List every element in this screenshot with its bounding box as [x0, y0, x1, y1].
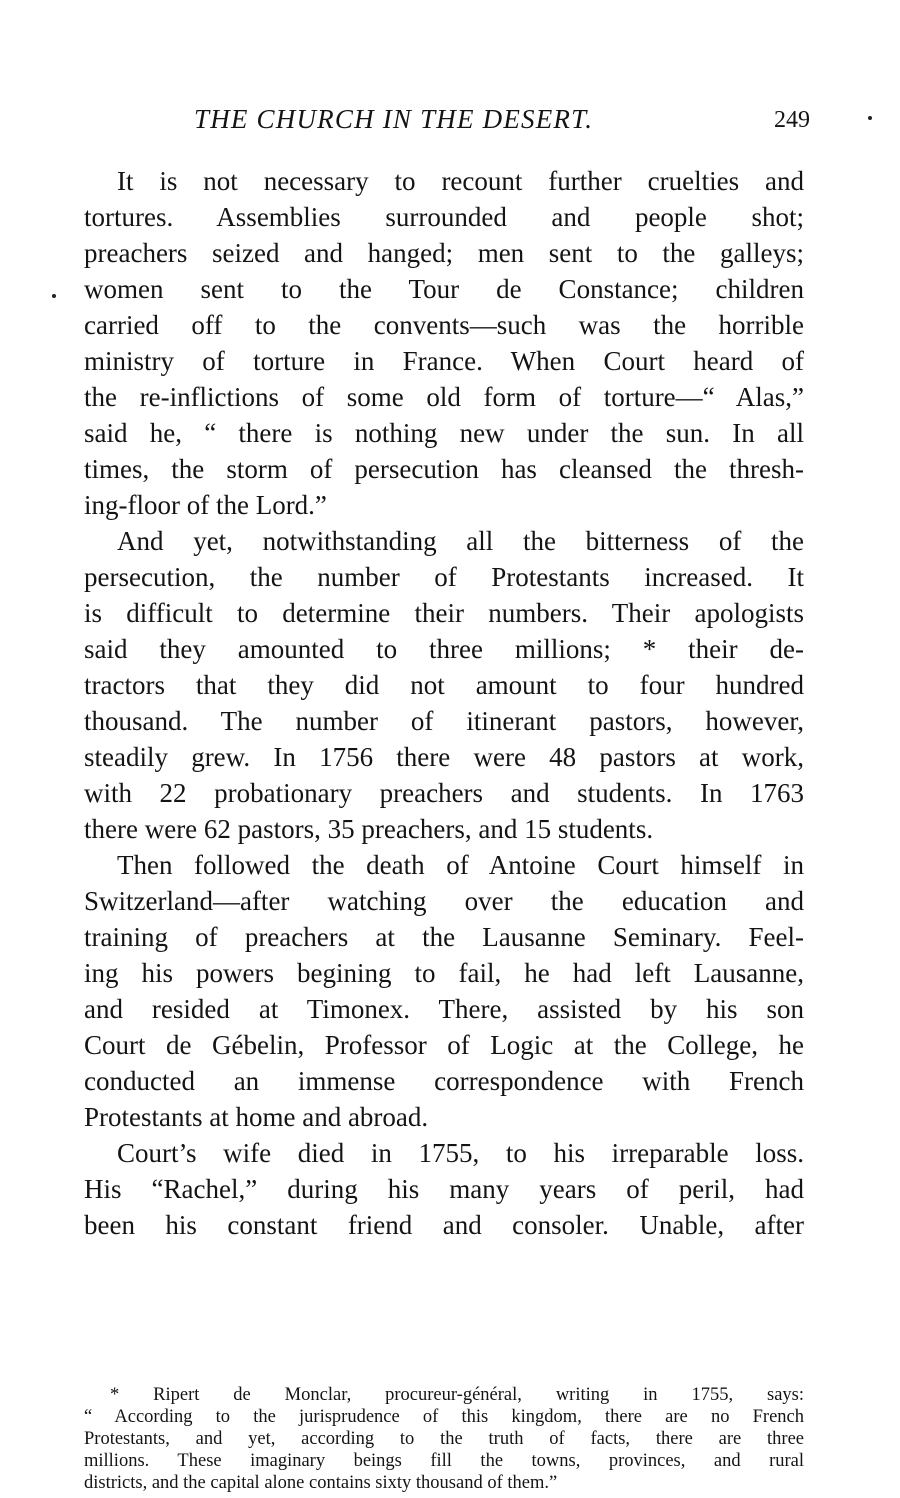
text-line: the re-inflictions of some old form of torture—“ Alas,”: [84, 382, 804, 412]
text-line: Court’s wife died in 1755, to his irreparable loss.: [117, 1138, 804, 1168]
text-line: steadily grew. In 1756 there were 48 pastors at work,: [84, 742, 804, 772]
text-line: tractors that they did not amount to four hundred: [84, 670, 804, 700]
text-line: Switzerland—after watching over the education and: [84, 886, 804, 916]
footnote-line: “ According to the jurisprudence of this kingdom, there are no French: [84, 1407, 804, 1427]
ink-speck: [868, 116, 872, 120]
text-line: Protestants at home and abroad.: [84, 1102, 429, 1132]
text-line: ing-floor of the Lord.”: [84, 490, 327, 520]
text-line: said he, “ there is nothing new under the sun. In all: [84, 418, 804, 448]
text-line: tortures. Assemblies surrounded and people shot;: [84, 202, 804, 232]
text-line: It is not necessary to recount further cruelties and: [117, 166, 804, 196]
ink-speck: [52, 294, 56, 298]
text-line: is difficult to determine their numbers. Their apologists: [84, 598, 804, 628]
text-line: with 22 probationary preachers and students. In 1763: [84, 778, 804, 808]
footnote-line: millions. These imaginary beings fill the towns, provinces, and rural: [84, 1451, 804, 1471]
text-line: ing his powers begining to fail, he had left Lausanne,: [84, 958, 804, 988]
text-line: Then followed the death of Antoine Court himself in: [117, 850, 804, 880]
text-line: conducted an immense correspondence with French: [84, 1066, 804, 1096]
running-title: THE CHURCH IN THE DESERT.: [194, 104, 594, 134]
footnote: [84, 1384, 804, 1494]
text-line: thousand. The number of itinerant pastors, however,: [84, 706, 804, 736]
footnote-line: districts, and the capital alone contains sixty thousand of them.”: [84, 1473, 558, 1493]
text-line: women sent to the Tour de Constance; children: [84, 274, 804, 304]
text-line: training of preachers at the Lausanne Seminary. Feel-: [84, 922, 804, 952]
text-line: And yet, notwithstanding all the bitterness of the: [117, 526, 804, 556]
footnote-line: Protestants, and yet, according to the truth of facts, there are three: [84, 1429, 804, 1449]
page-number: 249: [774, 107, 810, 133]
text-line: persecution, the number of Protestants increased. It: [84, 562, 804, 592]
text-line: ministry of torture in France. When Court heard of: [84, 346, 804, 376]
running-head: [194, 104, 810, 144]
text-line: preachers seized and hanged; men sent to the galleys;: [84, 238, 804, 268]
text-line: and resided at Timonex. There, assisted by his son: [84, 994, 804, 1024]
text-line: been his constant friend and consoler. Unable, after: [84, 1210, 804, 1240]
text-line: Court de Gébelin, Professor of Logic at the College, he: [84, 1030, 804, 1060]
footnote-line: * Ripert de Monclar, procureur-général, writing in 1755, says:: [110, 1385, 804, 1405]
text-line: said they amounted to three millions; * their de-: [84, 634, 804, 664]
text-line: His “Rachel,” during his many years of peril, had: [84, 1174, 804, 1204]
body-text: [84, 163, 804, 1243]
text-line: carried off to the convents—such was the horrible: [84, 310, 804, 340]
text-line: there were 62 pastors, 35 preachers, and 15 students.: [84, 814, 654, 844]
text-line: times, the storm of persecution has cleansed the thresh-: [84, 454, 804, 484]
